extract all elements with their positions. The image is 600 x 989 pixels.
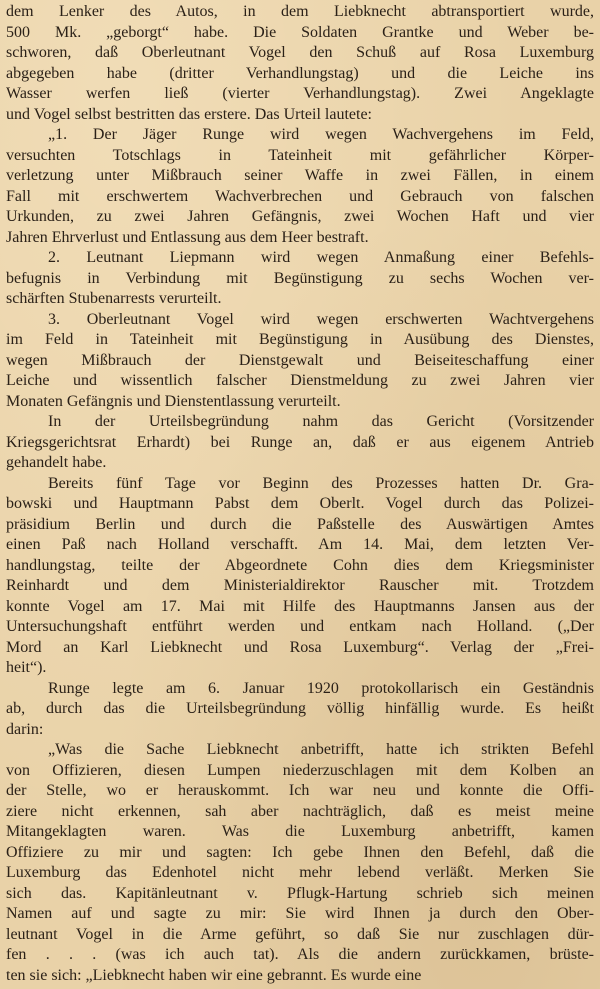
text-line: im Feld in Tateinheit mit Begünstigung in Ausübung des Dienstes, <box>6 331 594 348</box>
paragraph <box>6 740 594 986</box>
text-line: und Vogel selbst bestritten das erstere. Das Urteil lautete: <box>6 105 372 123</box>
text-line: Urkunden, zu zwei Jahren Gefängnis, zwei Wochen Haft und vier <box>6 208 594 225</box>
text-line: Bereits fünf Tage vor Beginn des Prozesses hatten Dr. Gra- <box>48 474 594 492</box>
text-line: Offiziere zu mir und sagten: Ich gebe Ihnen den Befehl, daß die <box>6 843 594 861</box>
paragraph <box>6 474 594 679</box>
text-line: Luxemburg das Edenhotel nicht mehr lebend verläßt. Merken Sie <box>6 864 594 881</box>
text-line: einen Paß nach Holland verschafft. Am 14. Mai, dem letzten Ver- <box>6 536 594 553</box>
body-text <box>6 2 594 986</box>
text-line: darin: <box>6 720 44 738</box>
text-line: dem Lenker des Autos, in dem Liebknecht abtransportiert wurde, <box>6 3 594 20</box>
text-line: 2. Leutnant Liepmann wird wegen Anmaßung einer Befehls- <box>48 249 594 266</box>
paragraph <box>6 679 594 741</box>
text-line: Wasser werfen ließ (vierter Verhandlungstag). Zwei Angeklagte <box>6 85 594 102</box>
text-line: 500 Mk. „geborgt“ habe. Die Soldaten Grantke und Weber be- <box>6 23 594 41</box>
text-line: ziere nicht erkennen, sah aber nachträglich, daß es meist meine <box>6 802 594 820</box>
paragraph <box>6 2 594 125</box>
text-line: konnte Vogel am 17. Mai mit Hilfe des Hauptmanns Jansen aus der <box>6 597 594 615</box>
text-line: ten sie sich: „Liebknecht haben wir eine gebrannt. Es wurde eine <box>6 966 422 984</box>
text-line: gehandelt habe. <box>6 454 107 471</box>
text-line: schärften Stubenarrests verurteilt. <box>6 290 222 307</box>
text-line: leutnant Vogel in die Arme geführt, so daß Sie nur zuschlagen dür- <box>6 925 594 943</box>
text-line: bowski und Hauptmann Pabst dem Oberlt. Vogel durch das Polizei- <box>6 495 594 512</box>
text-line: Kriegsgerichtsrat Erhardt) bei Runge an, daß er aus eigenem Antrieb <box>6 433 594 451</box>
text-line: heit“). <box>6 659 47 676</box>
text-line: schworen, daß Oberleutnant Vogel den Schuß auf Rosa Luxemburg <box>6 44 594 61</box>
text-line: „1. Der Jäger Runge wird wegen Wachvergehens im Feld, <box>48 126 594 143</box>
text-line: Namen auf und sagte zu mir: Sie wird Ihnen ja durch den Ober- <box>6 905 594 922</box>
paragraph <box>6 125 594 248</box>
text-line: präsidium Berlin und durch die Paßstelle des Auswärtigen Amtes <box>6 515 594 533</box>
text-line: ab, durch das die Urteilsbegründung völlig hinfällig wurde. Es heißt <box>6 700 594 717</box>
text-line: der Stelle, wo er herauskommt. Ich war neu und konnte die Offi- <box>6 782 594 799</box>
paragraph <box>6 310 594 413</box>
text-line: handlungstag, teilte der Abgeordnete Cohn dies dem Kriegsminister <box>6 556 594 574</box>
text-line: fen . . . (was ich auch tat). Als die andern zurückkamen, brüste- <box>6 946 594 963</box>
paragraph <box>6 248 594 310</box>
text-line: Fall mit erschwertem Wachverbrechen und Gebrauch von falschen <box>6 187 594 205</box>
text-line: Mitangeklagten waren. Was die Luxemburg anbetrifft, kamen <box>6 823 594 840</box>
text-line: Mord an Karl Liebknecht und Rosa Luxemburg“. Verlag der „Frei- <box>6 638 594 656</box>
text-line: sich das. Kapitänleutnant v. Pflugk-Hartung schrieb sich meinen <box>6 884 594 902</box>
text-line: Leiche und wissentlich falscher Dienstmeldung zu zwei Jahren vier <box>6 372 594 389</box>
text-line: versuchten Totschlags in Tateinheit mit gefährlicher Körper- <box>6 146 594 164</box>
text-line: von Offizieren, diesen Lumpen niederzuschlagen mit dem Kolben an <box>6 761 594 779</box>
text-line: Reinhardt und dem Ministerialdirektor Rauscher mit. Trotzdem <box>6 577 594 594</box>
text-line: abgegeben habe (dritter Verhandlungstag) und die Leiche ins <box>6 64 594 82</box>
text-line: 3. Oberleutnant Vogel wird wegen erschwerten Wachtvergehens <box>48 310 594 328</box>
text-line: Runge legte am 6. Januar 1920 protokollarisch ein Geständnis <box>48 679 594 697</box>
text-line: In der Urteilsbegründung nahm das Gericht (Vorsitzender <box>48 413 594 430</box>
text-line: befugnis in Verbindung mit Begünstigung zu sechs Wochen ver- <box>6 269 594 287</box>
text-line: wegen Mißbrauch der Dienstgewalt und Beiseiteschaffung einer <box>6 351 594 369</box>
text-line: Untersuchungshaft entführt werden und entkam nach Holland. („Der <box>6 618 594 635</box>
text-line: Jahren Ehrverlust und Entlassung aus dem Heer bestraft. <box>6 228 369 246</box>
text-line: Monaten Gefängnis und Dienstentlassung verurteilt. <box>6 392 341 410</box>
text-line: verletzung unter Mißbrauch seiner Waffe in zwei Fällen, in einem <box>6 167 594 184</box>
paragraph <box>6 412 594 474</box>
text-line: „Was die Sache Liebknecht anbetrifft, hatte ich strikten Befehl <box>48 741 594 758</box>
